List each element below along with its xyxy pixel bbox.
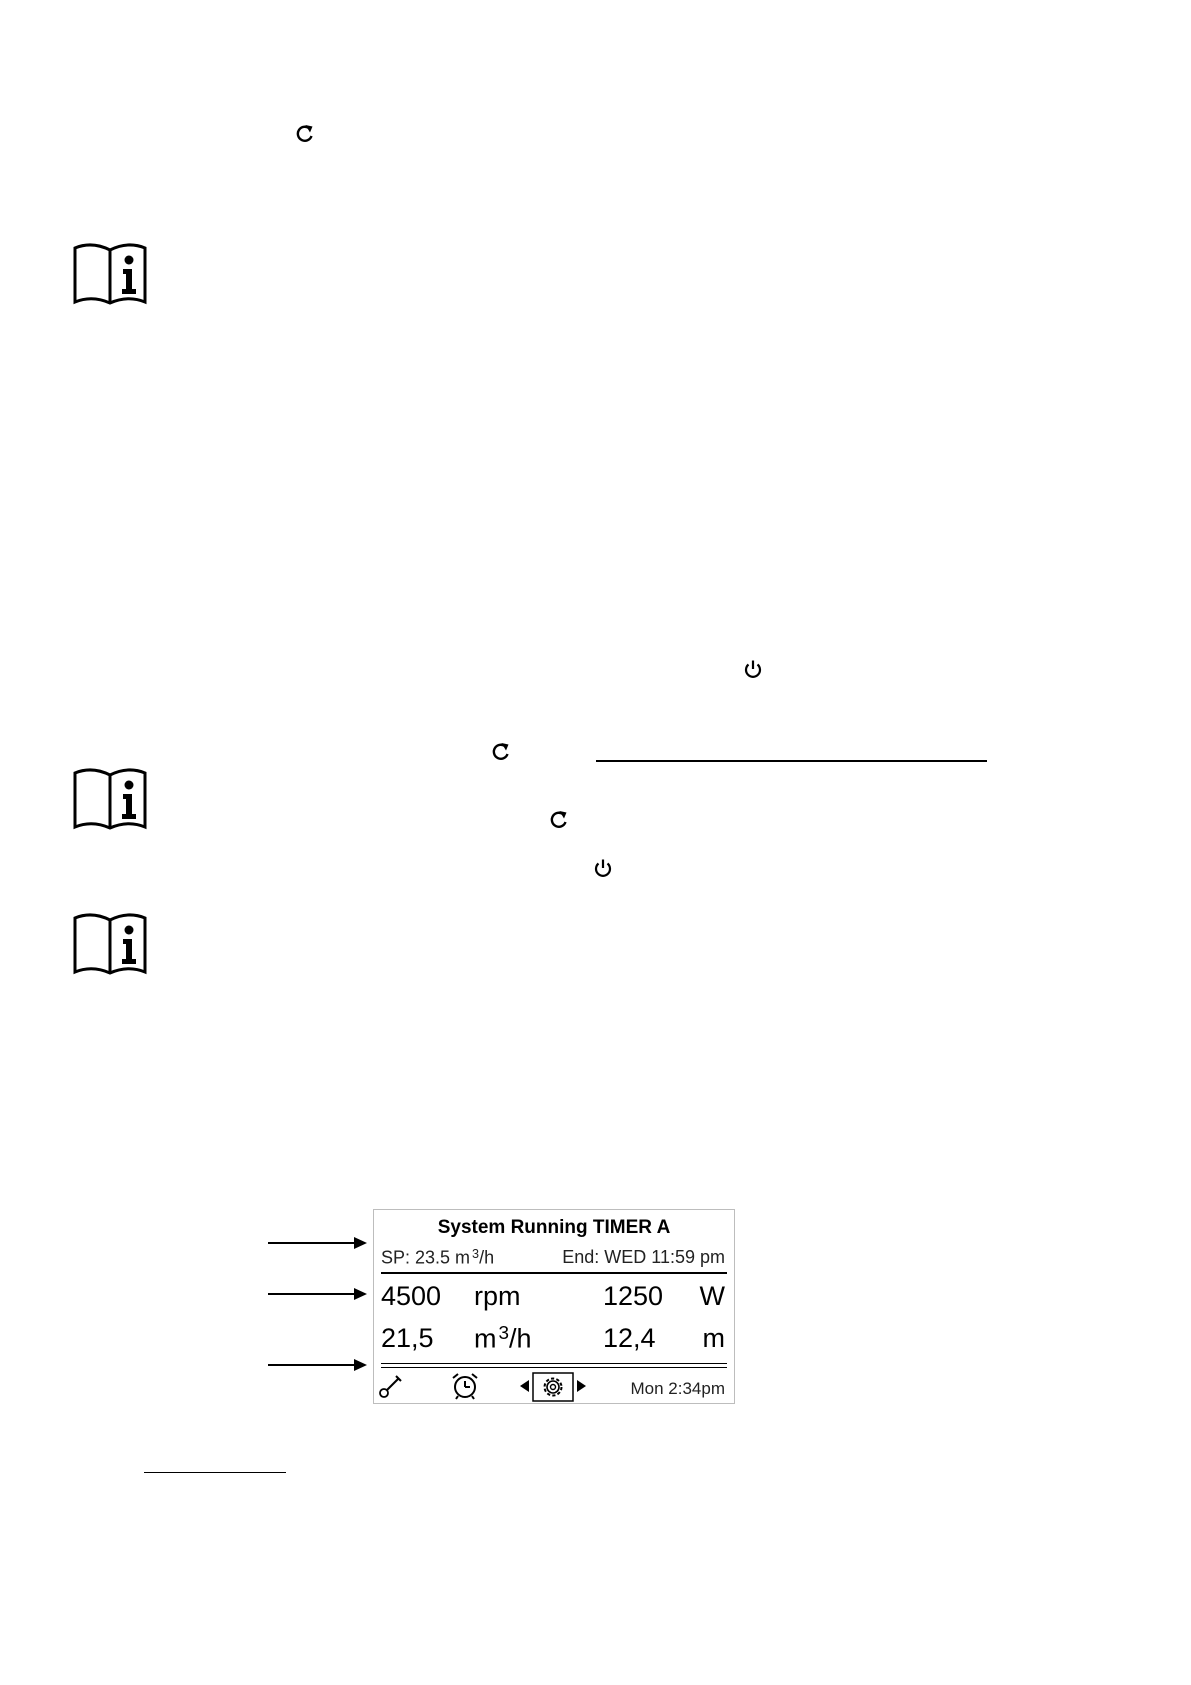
gear-icon[interactable]	[532, 1372, 574, 1402]
underline-rule	[596, 760, 987, 762]
power-icon	[742, 658, 764, 680]
arrow-right-icon[interactable]	[576, 1379, 587, 1393]
power-value: 1250	[603, 1281, 664, 1311]
footnote-rule	[144, 1472, 286, 1473]
refresh-icon	[548, 809, 570, 831]
alarm-clock-icon[interactable]	[450, 1372, 480, 1400]
info-book-icon	[72, 242, 148, 306]
setpoint-readout: SP: 23.5 m $^3$/h	[381, 1247, 495, 1268]
callout-arrows	[268, 1231, 368, 1391]
arrow-right-icon	[268, 1237, 367, 1249]
info-book-icon	[72, 912, 148, 976]
clock-readout: Mon 2:34pm	[630, 1379, 725, 1398]
speed-value: 4500	[381, 1281, 442, 1311]
display-divider	[381, 1363, 727, 1364]
arrow-left-icon[interactable]	[519, 1379, 530, 1393]
display-title: System Running TIMER A	[437, 1217, 671, 1238]
flow-value: 21,5	[381, 1323, 434, 1353]
refresh-icon	[294, 123, 316, 145]
info-book-icon	[72, 767, 148, 831]
flow-unit: m $^3$/h	[474, 1323, 532, 1354]
head-value: 12,4	[603, 1323, 656, 1353]
arrow-right-icon	[268, 1359, 367, 1371]
head-unit: m	[702, 1323, 725, 1353]
display-divider	[381, 1367, 727, 1368]
speed-unit: rpm	[474, 1281, 521, 1311]
end-time-readout: End: WED 11:59 pm	[562, 1247, 725, 1267]
power-icon	[592, 857, 614, 879]
display-panel	[373, 1209, 735, 1404]
wrench-icon[interactable]	[378, 1373, 404, 1399]
power-unit: W	[699, 1281, 725, 1311]
display-divider	[381, 1272, 727, 1274]
refresh-icon	[490, 741, 512, 763]
arrow-right-icon	[268, 1288, 367, 1300]
